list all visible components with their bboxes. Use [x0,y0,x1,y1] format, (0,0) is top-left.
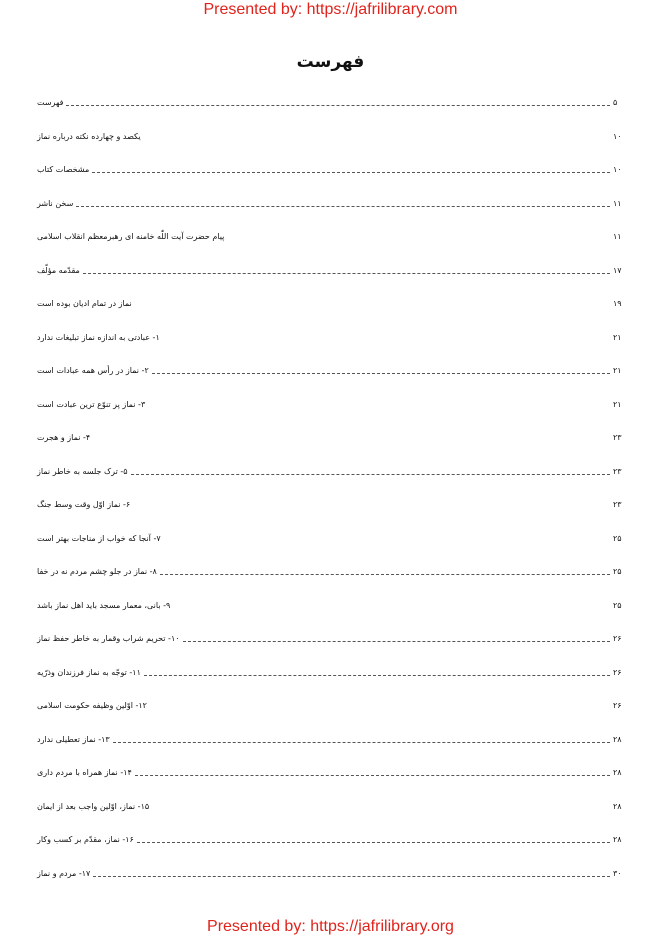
toc-entry-row [37,698,623,712]
toc-entry-page-number[interactable]: ۲۸ [613,835,622,844]
toc-entry-page-number[interactable]: ۲۶ [613,701,622,710]
toc-entry-row [37,832,623,846]
toc-entry-row [37,95,623,109]
toc-entry[interactable] [37,795,623,829]
toc-entry[interactable] [37,259,623,293]
toc-entry-page-number[interactable]: ۲۶ [613,634,622,643]
toc-entry-leader [83,272,610,274]
toc-entry-title[interactable]: ۹- بانی، معمار مسجد باید اهل نماز باشد [37,600,171,610]
toc-entry[interactable] [37,493,623,527]
toc-entry-leader [113,741,610,743]
toc-entry-title[interactable]: ۵- ترک جلسه به خاطر نماز [37,466,128,476]
toc-entry[interactable] [37,527,623,561]
toc-entry-row [37,765,623,779]
toc-entry-row [37,497,623,511]
toc-entry[interactable] [37,594,623,628]
toc-entry-page-number[interactable]: ۲۳ [613,433,622,442]
toc-entry-page-number[interactable]: ۱۰ [613,165,622,174]
toc-entry-title[interactable]: ۱۴- نماز همراه با مردم داری [37,768,132,777]
toc-entry-title[interactable]: ۱- عبادتی به اندازه نماز تبلیغات ندارد [37,332,160,342]
toc-entry-page-number[interactable]: ۱۰ [613,131,622,141]
toc-entry-leader [160,573,610,575]
toc-entry-leader [173,607,610,609]
toc-entry[interactable] [37,694,623,728]
toc-entry-page-number[interactable]: ۲۱ [613,399,622,409]
toc-entry[interactable] [37,460,623,494]
toc-entry-page-number[interactable]: ۲۵ [613,567,622,576]
toc-entry-row [37,631,623,645]
toc-entry[interactable] [37,292,623,326]
toc-entry-leader [92,171,610,173]
toc-entry-title[interactable]: ۱۵- نماز، اوّلین واجب بعد از ایمان [37,801,150,811]
toc-entry-title[interactable]: ۳- نماز پر تنوّع ترین عبادت است [37,399,146,409]
toc-entry-row [37,263,623,277]
toc-entry-leader [144,138,610,140]
toc-entry-page-number[interactable]: ۲۵ [613,600,622,610]
toc-entry-leader [163,339,610,341]
toc-entry-leader [137,841,610,843]
toc-entry-title[interactable]: پیام حضرت آیت اللّٰه خامنه ای رهبرمعظم انقلاب اسلامی [37,232,225,241]
toc-entry-title[interactable]: ۱۳- نماز تعطیلی ندارد [37,734,110,744]
toc-entry-title[interactable]: ۱۰- تحریم شراب وقمار به خاطر حفظ نماز [37,634,180,643]
toc-entry-title[interactable]: ۸- نماز در جلو چشم مردم نه در خفا [37,567,157,576]
toc-entry[interactable] [37,91,623,125]
toc-entry-leader [144,674,610,676]
toc-entry-row [37,564,623,578]
toc-entry-row [37,363,623,377]
toc-entry-page-number[interactable]: ۲۱ [613,366,622,375]
toc-entry-row [37,296,623,310]
toc-entry-row [37,732,623,746]
toc-entry-title[interactable]: ۶- نماز اوّل وقت وسط جنگ [37,500,131,509]
toc-entry-page-number[interactable]: ۲۱ [613,332,622,342]
toc-entry-title[interactable]: مشخصات کتاب [37,165,90,174]
toc-entry-title[interactable]: ۴- نماز و هجرت [37,433,91,442]
toc-entry[interactable] [37,560,623,594]
toc-entry-title[interactable]: نماز در تمام ادیان بوده است [37,299,132,308]
toc-entry-leader [152,372,610,374]
toc-entry-leader [93,439,610,441]
toc-entry-leader [76,205,610,207]
table-of-contents [37,91,623,895]
toc-entry-row [37,665,623,679]
toc-entry-leader [133,506,610,508]
toc-entry-row [37,866,623,880]
toc-entry-title[interactable]: سخن ناشر [37,198,74,208]
toc-entry[interactable] [37,661,623,695]
toc-entry-page-number[interactable]: ۲۶ [613,667,622,677]
toc-entry[interactable] [37,761,623,795]
toc-entry-page-number[interactable]: ۱۱ [613,198,622,208]
toc-entry[interactable] [37,359,623,393]
toc-entry-leader [183,640,610,642]
toc-entry[interactable] [37,326,623,360]
toc-entry-page-number[interactable]: ۲۸ [613,734,622,744]
toc-entry-row [37,196,623,210]
toc-entry-row [37,430,623,444]
toc-entry[interactable] [37,728,623,762]
toc-entry-title[interactable]: ۱۷- مردم و نماز [37,868,91,878]
toc-entry[interactable] [37,862,623,896]
toc-entry[interactable] [37,627,623,661]
toc-entry-page-number[interactable]: ۲۳ [613,500,622,509]
toc-entry-leader [93,875,610,877]
toc-entry-title[interactable]: یکصد و چهارده نکته درباره نماز [37,131,141,141]
toc-entry-row [37,330,623,344]
toc-entry-row [37,162,623,176]
page-title: فهرست [296,52,365,72]
toc-entry-page-number[interactable]: ۳۰ [613,868,622,878]
toc-entry[interactable] [37,393,623,427]
toc-entry-title[interactable]: ۱۶- نماز، مقدّم بر کسب وکار [37,835,134,844]
toc-entry-page-number[interactable]: ۲۳ [613,466,622,476]
toc-entry-leader [135,305,610,307]
toc-entry-title[interactable]: ۷- آنجا که خواب از مناجات بهتر است [37,533,161,543]
toc-entry-leader [150,707,610,709]
toc-entry-title[interactable]: ۲- نماز در رأس همه عبادات است [37,366,149,375]
toc-entry-row [37,229,623,243]
toc-entry-row [37,799,623,813]
toc-entry[interactable] [37,426,623,460]
toc-entry-leader [66,104,610,106]
toc-entry-leader [152,808,610,810]
toc-entry-row [37,397,623,411]
toc-entry-row [37,129,623,143]
toc-entry[interactable] [37,828,623,862]
toc-entry-row [37,531,623,545]
toc-entry-row [37,598,623,612]
toc-entry-page-number[interactable]: ۱۱ [613,232,622,241]
watermark-bottom: Presented by: https://jafrilibrary.org [207,918,454,935]
toc-entry-page-number[interactable]: ۲۸ [613,768,622,777]
toc-entry-row [37,464,623,478]
toc-entry-page-number[interactable]: ۲۸ [613,801,622,811]
toc-entry-leader [227,238,610,240]
toc-entry-title[interactable]: ۱۱- توجّه به نماز فرزندان وذرّیه [37,667,141,677]
toc-entry-page-number[interactable]: ۱۷ [613,265,622,275]
toc-entry[interactable] [37,225,623,259]
toc-entry-page-number[interactable]: ۱۹ [613,299,622,308]
toc-entry[interactable] [37,125,623,159]
toc-entry[interactable] [37,158,623,192]
toc-entry-leader [148,406,610,408]
toc-entry-title[interactable]: مقدّمه مؤلّف [37,265,80,275]
toc-entry[interactable] [37,192,623,226]
toc-entry-page-number[interactable]: ۲۵ [613,533,622,543]
toc-entry-page-number[interactable]: ۵ [613,98,618,107]
toc-entry-title[interactable]: ۱۲- اوّلین وظیفه حکومت اسلامی [37,701,147,710]
toc-entry-title[interactable]: فهرست [37,98,64,107]
watermark-top: Presented by: https://jafrilibrary.com [203,1,458,18]
toc-entry-leader [135,774,610,776]
toc-entry-leader [164,540,610,542]
toc-entry-leader [131,473,610,475]
